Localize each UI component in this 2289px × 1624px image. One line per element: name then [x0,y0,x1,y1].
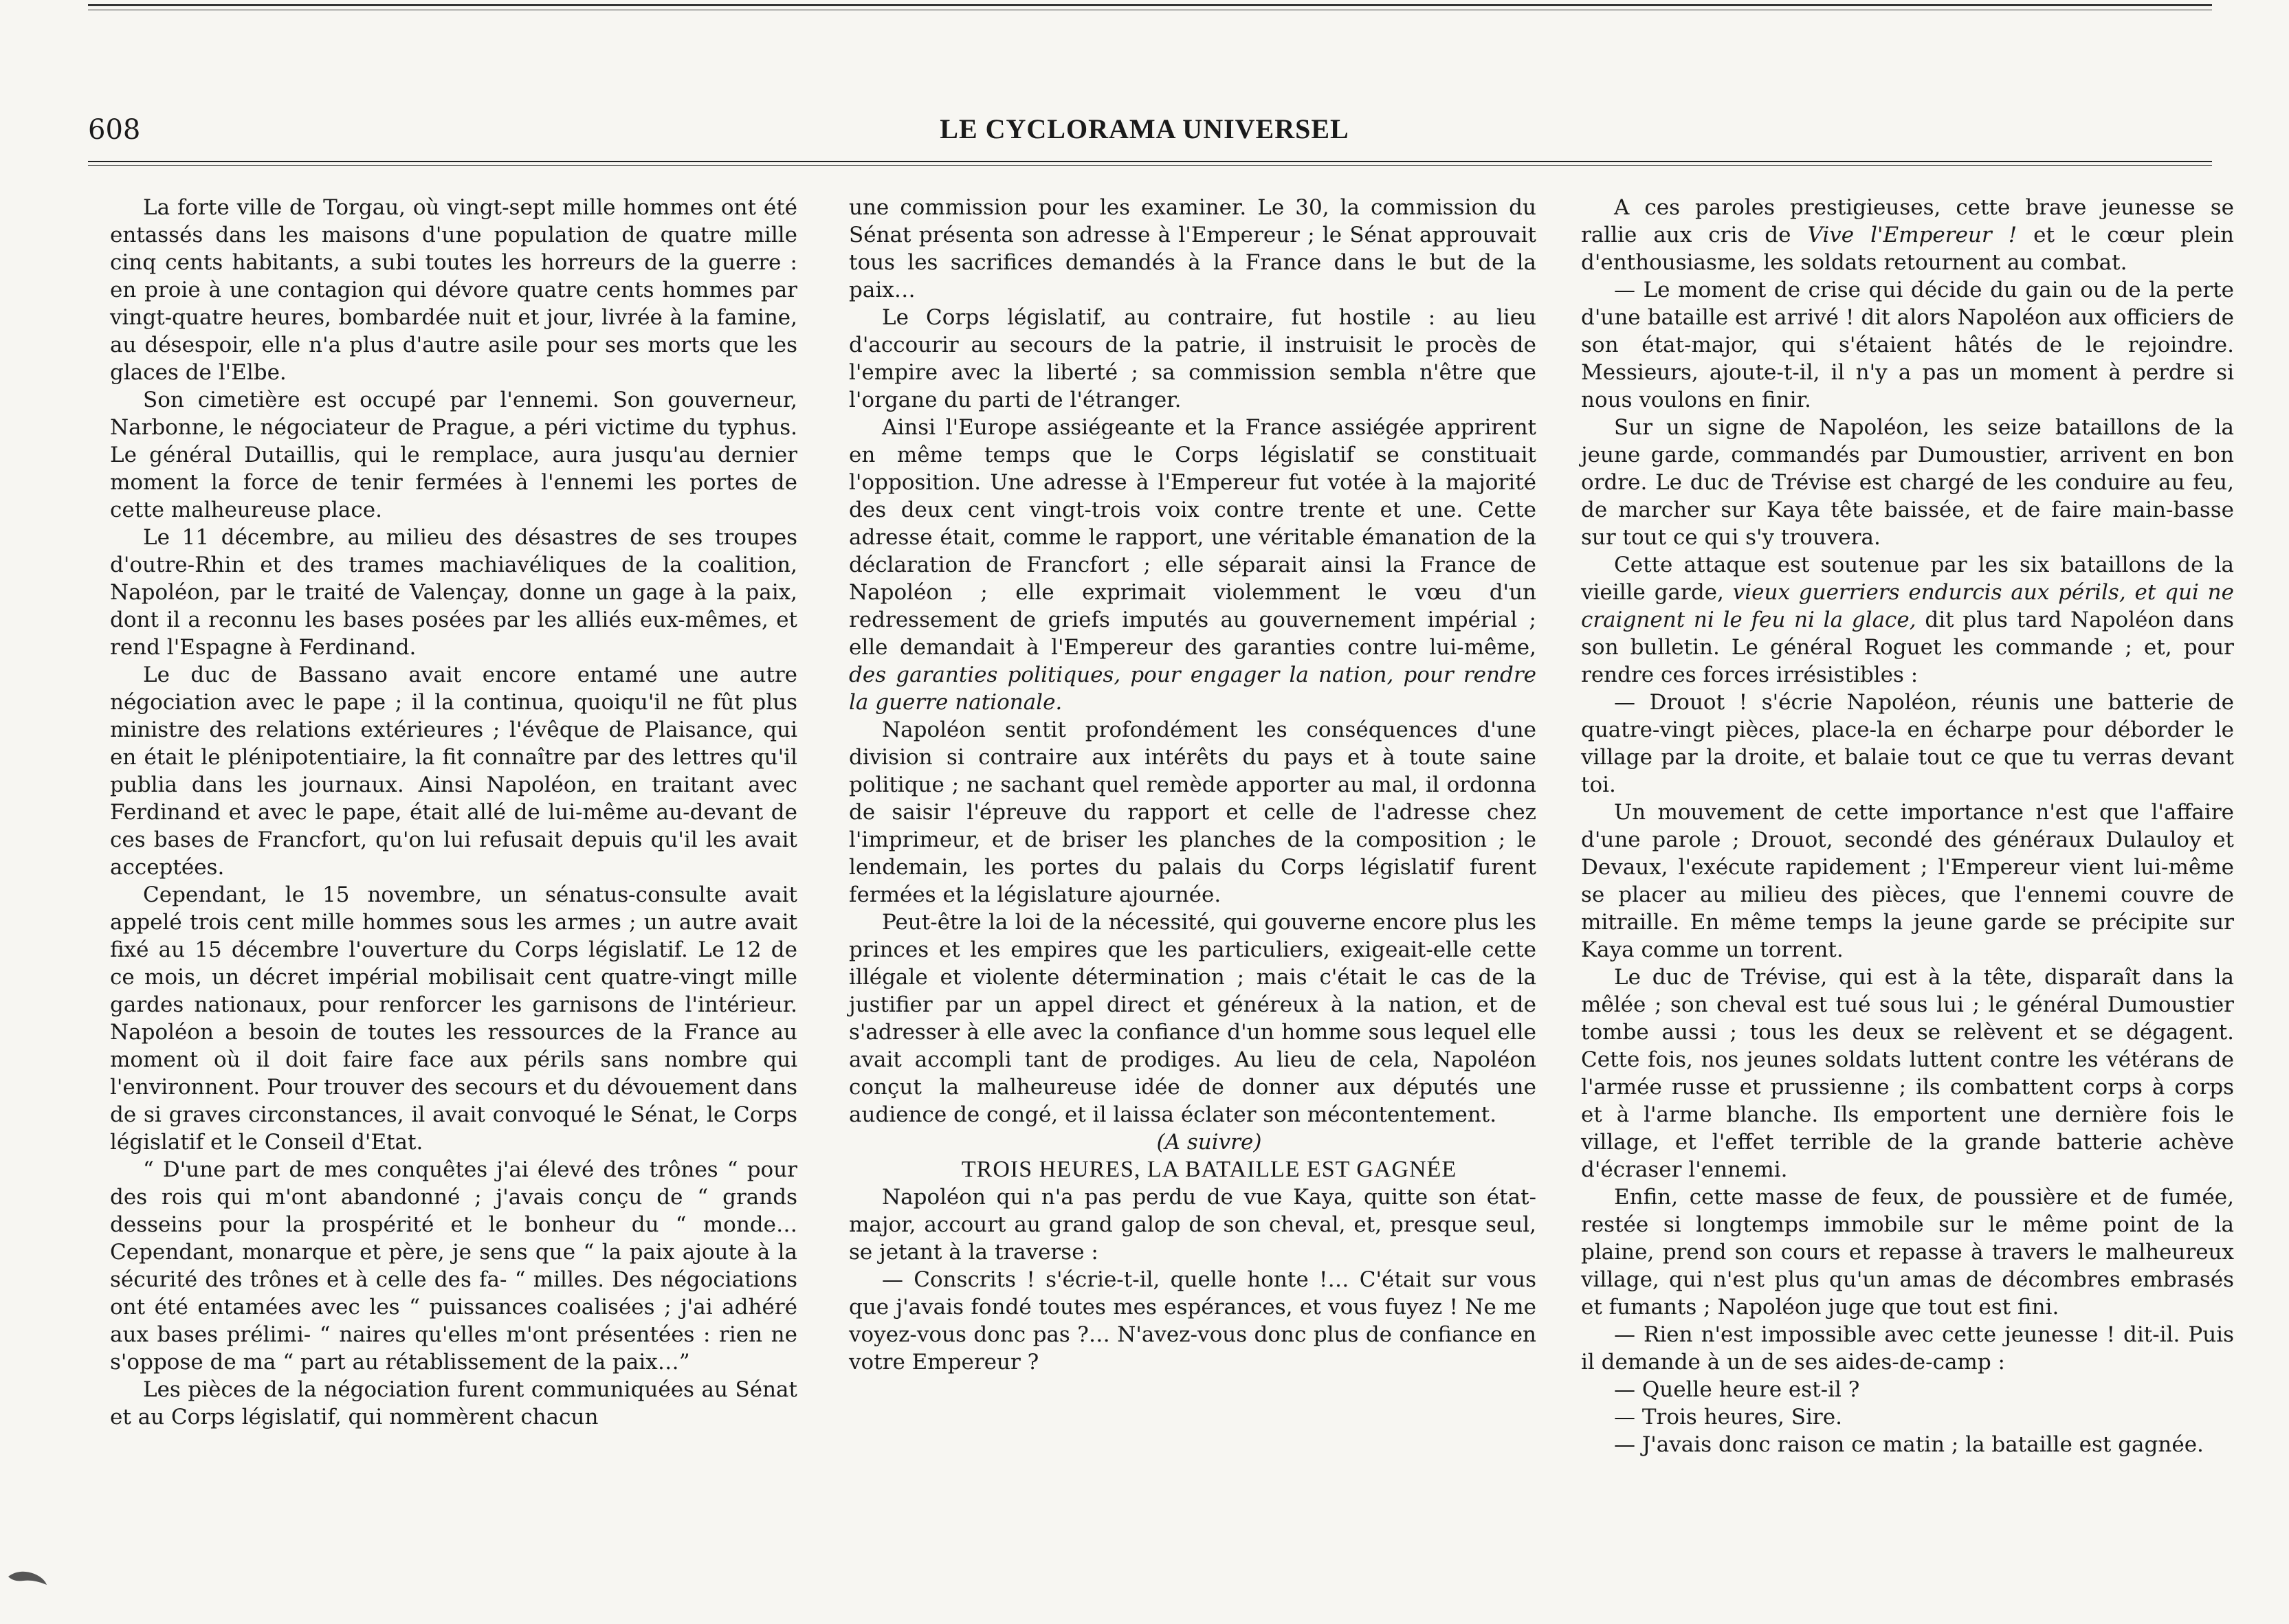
paragraph [1581,551,2234,689]
paragraph: Les pièces de la négociation furent communiquées au Sénat et au Corps législatif, qui nommèrent chacun [110,1377,797,1430]
column-2 [849,194,1536,1376]
paragraph: — Rien n'est impossible avec cette jeunesse ! dit-il. Puis il demande à un de ses aides-de-camp : [1581,1322,2234,1375]
header-rule-thin [88,165,2212,166]
page-number: 608 [88,114,141,146]
running-title: LE CYCLORAMA UNIVERSEL [940,113,1349,144]
paragraph: Le duc de Bassano avait encore entamé une autre négociation avec le pape ; il la continua, quoiqu'il ne fût plus ministre des relations extérieures ; l'évêque de Plaisance, qui en était le plénipotentiaire, la fit connaître par des lettres qu'il publia dans les journaux. Ainsi Napoléon, en traitant avec Ferdinand et avec le pape, était allé de lui-même au-devant de ces bases de Francfort, qu'on lui refusait depuis qu'il les avait acceptées. [110,663,797,880]
paragraph: Cependant, le 15 novembre, un sénatus-consulte avait appelé trois cent mille hommes sous les armes ; un autre avait fixé au 15 décembre l'ouverture du Corps législatif. Le 12 de ce mois, un décret impérial mobilisait cent quatre-vingt mille gardes nationaux, pour renforcer les garnisons de l'intérieur. Napoléon a besoin de toutes les ressources de la France au moment où il doit faire face aux périls sans nombre qui l'environnent. Pour trouver des secours et du dévouement dans de si graves circonstances, il avait convoqué le Sénat, le Corps législatif et le Conseil d'Etat. [110,882,797,1155]
paragraph: Enfin, cette masse de feux, de poussière et de fumée, restée si longtemps immobile sur le même point de la plaine, prend son cours et repasse à travers le malheureux village, qui n'est plus qu'un amas de décombres embrasés et fumants ; Napoléon juge que tout est fini. [1581,1185,2234,1320]
paragraph: — Le moment de crise qui décide du gain ou de la perte d'une bataille est arrivé ! dit alors Napoléon aux officiers de son état-major, qui s'étaient hâtés de le rejoindre. Messieurs, ajoute-t-il, il n'y a pas un moment à perdre si nous voulons en finir. [1581,278,2234,412]
paragraph: — J'avais donc raison ce matin ; la bataille est gagnée. [1614,1432,2204,1457]
paragraph: Le Corps législatif, au contraire, fut hostile : au lieu d'accourir au secours de la patrie, il instruisit le procès de l'empire avec la liberté ; sa commission sembla n'être que l'organe du parti de l'étranger. [849,305,1536,412]
paragraph: — Trois heures, Sire. [1614,1405,1842,1430]
paragraph: Son cimetière est occupé par l'ennemi. Son gouverneur, Narbonne, le négociateur de Prague, a péri victime du typhus. Le général Dutaillis, qui le remplace, aura jusqu'au dernier moment la force de tenir fermées à l'ennemi les portes de cette malheureuse place. [110,388,797,522]
text-run: A ces paroles prestigieuses, cette brave jeunesse se rallie aux cris de [1581,195,2234,247]
top-rule [88,4,2212,6]
text-run: et le cœur plein d'enthousiasme, les soldats retournent au combat. [1581,223,2234,275]
paragraph: — Quelle heure est-il ? [1614,1377,1860,1402]
paragraph: La forte ville de Torgau, où vingt-sept mille hommes ont été entassés dans les maisons d'une population de quatre mille cinq cents habitants, a subi toutes les horreurs de la guerre : en proie à une contagion qui dévore quatre cents hommes par vingt-quatre heures, bombardée nuit et jour, livrée à la famine, au désespoir, elle n'a plus d'autre asile pour ses morts que les glaces de l'Elbe. [110,195,797,385]
paragraph: Peut-être la loi de la nécessité, qui gouverne encore plus les princes et les empires que les particuliers, exigeait-elle cette illégale et violente détermination ; mais c'était le cas de la justifier par un appel direct et généreux à la nation, et de s'adresser à elle avec la confiance d'un homme sous lequel elle avait accompli tant de prodiges. Au lieu de cela, Napoléon conçut la malheureuse idée de donner aux députés une audience de congé, et il laissa éclater son mécontentement. [849,910,1536,1127]
speech-quote: “ D'une part de mes conquêtes j'ai élevé des trônes “ pour des rois qui m'ont abandonné ; j'avais conçu de “ grands desseins pour la prospérité et le bonheur du “ monde… Cependant, monarque et père, je sens que “ la paix ajoute à la sécurité des trônes et à celle des fa- “ milles. Des négociations ont été entamées avec les “ puissances coalisées ; j'ai adhéré aux bases prélimi- “ naires qu'elles m'ont présentées : rien ne s'oppose de ma “ part au rétablissement de la paix…” [110,1157,797,1375]
paragraph: — Drouot ! s'écrie Napoléon, réunis une batterie de quatre-vingt pièces, place-la en écharpe pour déborder le village par la droite, et balaie tout ce que tu verras devant toi. [1581,690,2234,797]
header-rule [88,161,2212,162]
paragraph: Sur un signe de Napoléon, les seize bataillons de la jeune garde, commandés par Dumoustier, arrivent en bon ordre. Le duc de Trévise est chargé de les conduire au feu, de marcher sur Kaya tête baissée, et de faire main-basse sur tout ce qui s'y trouvera. [1581,415,2234,550]
italic-text-run: vieux guerriers endurcis aux périls, et qui ne craignent ni le feu ni la glace, [1581,580,2234,632]
paragraph: Napoléon sentit profondément les conséquences d'une division si contraire aux intérêts du pays et à toute saine politique ; ne sachant quel remède apporter au mal, il ordonna de saisir l'épreuve du rapport et celle de l'adresse chez l'imprimeur, et de briser les planches de la composition ; le lendemain, les portes du palais du Corps législatif furent fermées et la législature ajournée. [849,718,1536,907]
paragraph: une commission pour les examiner. Le 30, la commission du Sénat présenta son adresse à l'Empereur ; le Sénat approuvait tous les sacrifices demandés à la France dans le but de la paix… [849,195,1536,302]
paragraph: Le 11 décembre, au milieu des désastres de ses troupes d'outre-Rhin et des trames machiavéliques de la coalition, Napoléon, par le traité de Valençay, donne un gage à la paix, dont il a reconnu les bases posées par les alliés eux-mêmes, et rend l'Espagne à Ferdinand. [110,525,797,660]
text-run: dit plus tard Napoléon dans son bulletin. Le général Roguet les commande ; et, pour rendre ces forces irrésistibles : [1581,608,2234,687]
scan-smudge-icon [7,1567,48,1588]
text-run: Cette attaque est soutenue par les six bataillons de la vieille garde, [1581,553,2234,605]
column-1 [110,194,797,1431]
column-3 [1581,194,2234,1458]
paragraph: — Conscrits ! s'écrie-t-il, quelle honte !… C'était sur vous que j'avais fondé toutes mes espérances, et vous fuyez ! Ne me voyez-vous donc pas ?… N'avez-vous donc plus de confiance en votre Empereur ? [849,1267,1536,1375]
italic-text-run: Vive l'Empereur ! [1807,223,2017,247]
section-title: TROIS HEURES, LA BATAILLE EST GAGNÉE [961,1157,1457,1182]
paragraph: Napoléon qui n'a pas perdu de vue Kaya, quitte son état-major, accourt au grand galop de son cheval, et, presque seul, se jetant à la traverse : [849,1185,1536,1265]
to-be-continued: (A suivre) [1156,1130,1262,1155]
paragraph [849,414,1536,716]
paragraph: Le duc de Trévise, qui est à la tête, disparaît dans la mêlée ; son cheval est tué sous lui ; le général Dumoustier tombe aussi ; tous les deux se relèvent et se dégagent. Cette fois, nos jeunes soldats luttent contre les vétérans de l'armée russe et prussienne ; ils combattent corps à corps et à l'arme blanche. Ils emportent une dernière fois le village, et l'effet terrible de la grande batterie achève d'écraser l'ennemi. [1581,965,2234,1182]
paragraph: Un mouvement de cette importance n'est que l'affaire d'une parole ; Drouot, secondé des généraux Dulauloy et Devaux, l'exécute rapidement ; l'Empereur vient lui-même se placer au milieu des pièces, que l'ennemi couvre de mitraille. En même temps la jeune garde se précipite sur Kaya comme un torrent. [1581,800,2234,962]
italic-text-run: des garanties politiques, pour engager la nation, pour rendre la guerre nationale. [849,663,1536,715]
paragraph [1581,194,2234,276]
text-run: Ainsi l'Europe assiégeante et la France assiégée apprirent en même temps que le Corps législatif se constituait l'opposition. Une adresse à l'Empereur fut votée à la majorité des deux cent vingt-trois voix contre trente et une. Cette adresse était, comme le rapport, une véritable émanation de la déclaration de Francfort ; elle séparait ainsi la France de Napoléon ; elle exprimait violemment le vœu d'un redressement de griefs imputés au gouvernement impérial ; elle demandait à l'Empereur des garanties contre lui-même, [849,415,1536,660]
